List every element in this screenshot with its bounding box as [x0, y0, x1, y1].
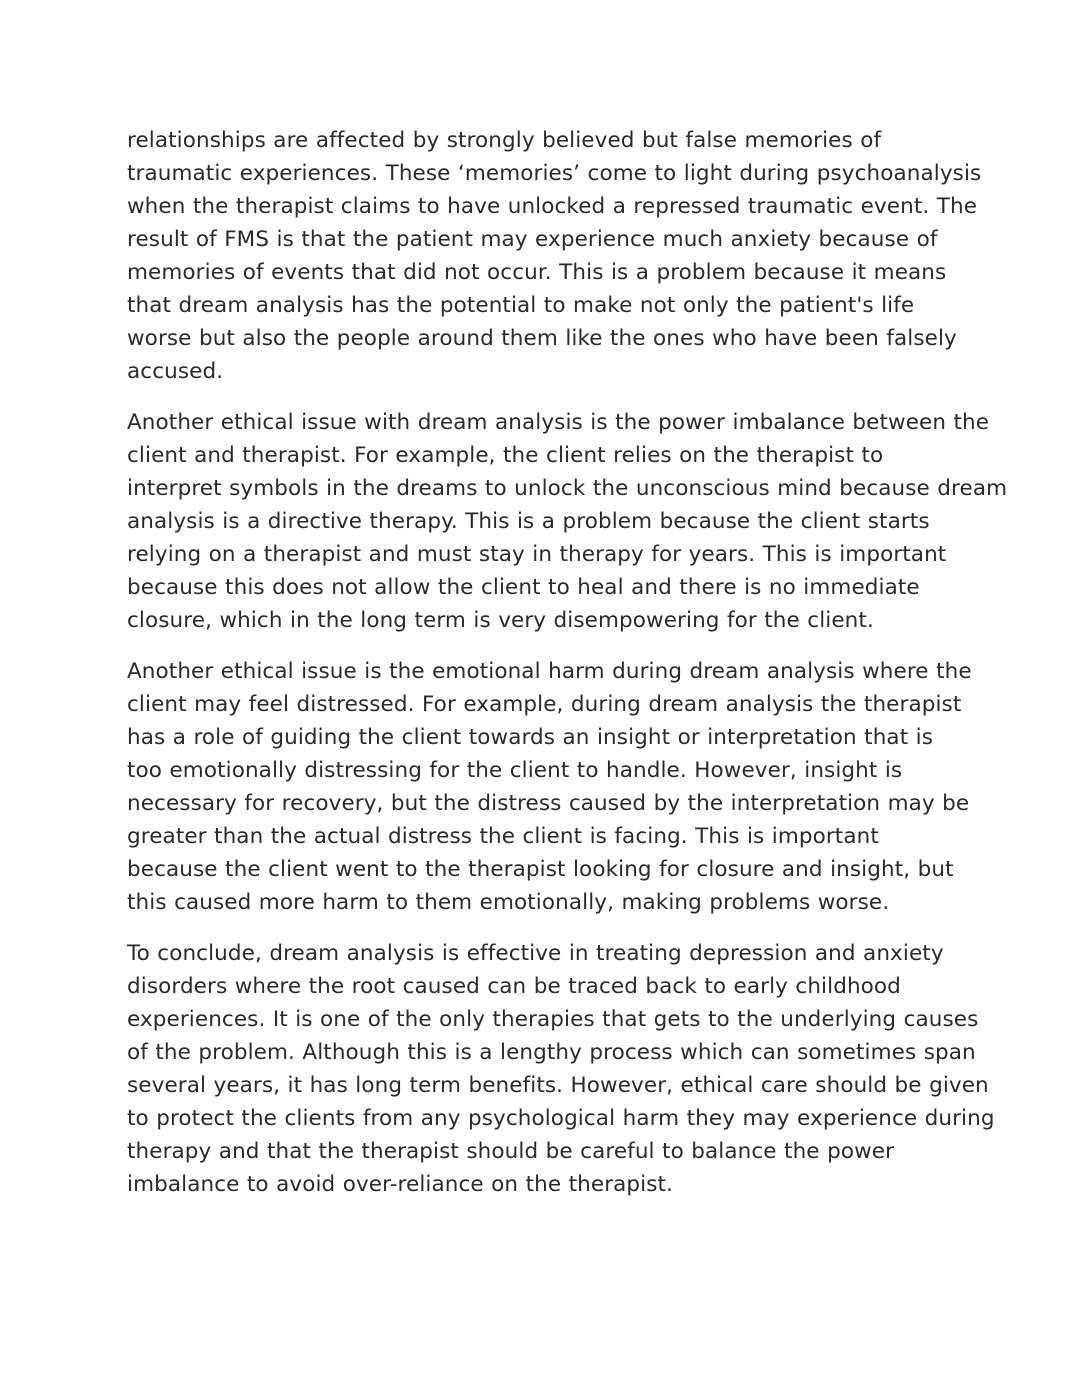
text-line: this caused more harm to them emotionally, making problems worse.	[127, 890, 890, 915]
text-line: client and therapist. For example, the client relies on the therapist to	[127, 443, 884, 468]
text-line: necessary for recovery, but the distress caused by the interpretation may be	[127, 791, 970, 816]
text-line: interpret symbols in the dreams to unlock the unconscious mind because dream	[127, 476, 1008, 501]
text-line: relationships are affected by strongly believed but false memories of	[127, 128, 882, 153]
text-line: relying on a therapist and must stay in therapy for years. This is important	[127, 542, 947, 567]
paragraph-false-memory	[127, 124, 982, 388]
text-line: greater than the actual distress the client is facing. This is important	[127, 824, 879, 849]
text-line: disorders where the root caused can be traced back to early childhood	[127, 974, 901, 999]
text-line: Another ethical issue is the emotional harm during dream analysis where the	[127, 659, 972, 684]
paragraph-emotional-harm	[127, 655, 972, 919]
text-line: has a role of guiding the client towards an insight or interpretation that is	[127, 725, 934, 750]
text-line: closure, which in the long term is very disempowering for the client.	[127, 608, 874, 633]
text-line: imbalance to avoid over-reliance on the therapist.	[127, 1172, 673, 1197]
text-line: too emotionally distressing for the client to handle. However, insight is	[127, 758, 903, 783]
document-body	[127, 124, 1008, 1219]
text-line: Another ethical issue with dream analysis is the power imbalance between the	[127, 410, 990, 435]
text-line: when the therapist claims to have unlocked a repressed traumatic event. The	[127, 194, 978, 219]
paragraph-power-imbalance	[127, 406, 1008, 637]
text-line: because this does not allow the client to heal and there is no immediate	[127, 575, 920, 600]
paragraph-conclusion	[127, 937, 995, 1201]
text-line: memories of events that did not occur. This is a problem because it means	[127, 260, 947, 285]
text-line: that dream analysis has the potential to make not only the patient's life	[127, 293, 915, 318]
text-line: therapy and that the therapist should be careful to balance the power	[127, 1139, 895, 1164]
text-line: of the problem. Although this is a lengthy process which can sometimes span	[127, 1040, 976, 1065]
text-line: client may feel distressed. For example, during dream analysis the therapist	[127, 692, 962, 717]
text-line: experiences. It is one of the only therapies that gets to the underlying causes	[127, 1007, 979, 1032]
text-line: result of FMS is that the patient may experience much anxiety because of	[127, 227, 938, 252]
text-line: several years, it has long term benefits. However, ethical care should be given	[127, 1073, 989, 1098]
text-line: accused.	[127, 359, 224, 384]
text-line: because the client went to the therapist looking for closure and insight, but	[127, 857, 954, 882]
text-line: worse but also the people around them like the ones who have been falsely	[127, 326, 957, 351]
text-line: To conclude, dream analysis is effective in treating depression and anxiety	[127, 941, 944, 966]
text-line: to protect the clients from any psychological harm they may experience during	[127, 1106, 995, 1131]
text-line: traumatic experiences. These ‘memories’ come to light during psychoanalysis	[127, 161, 982, 186]
text-line: analysis is a directive therapy. This is a problem because the client starts	[127, 509, 930, 534]
